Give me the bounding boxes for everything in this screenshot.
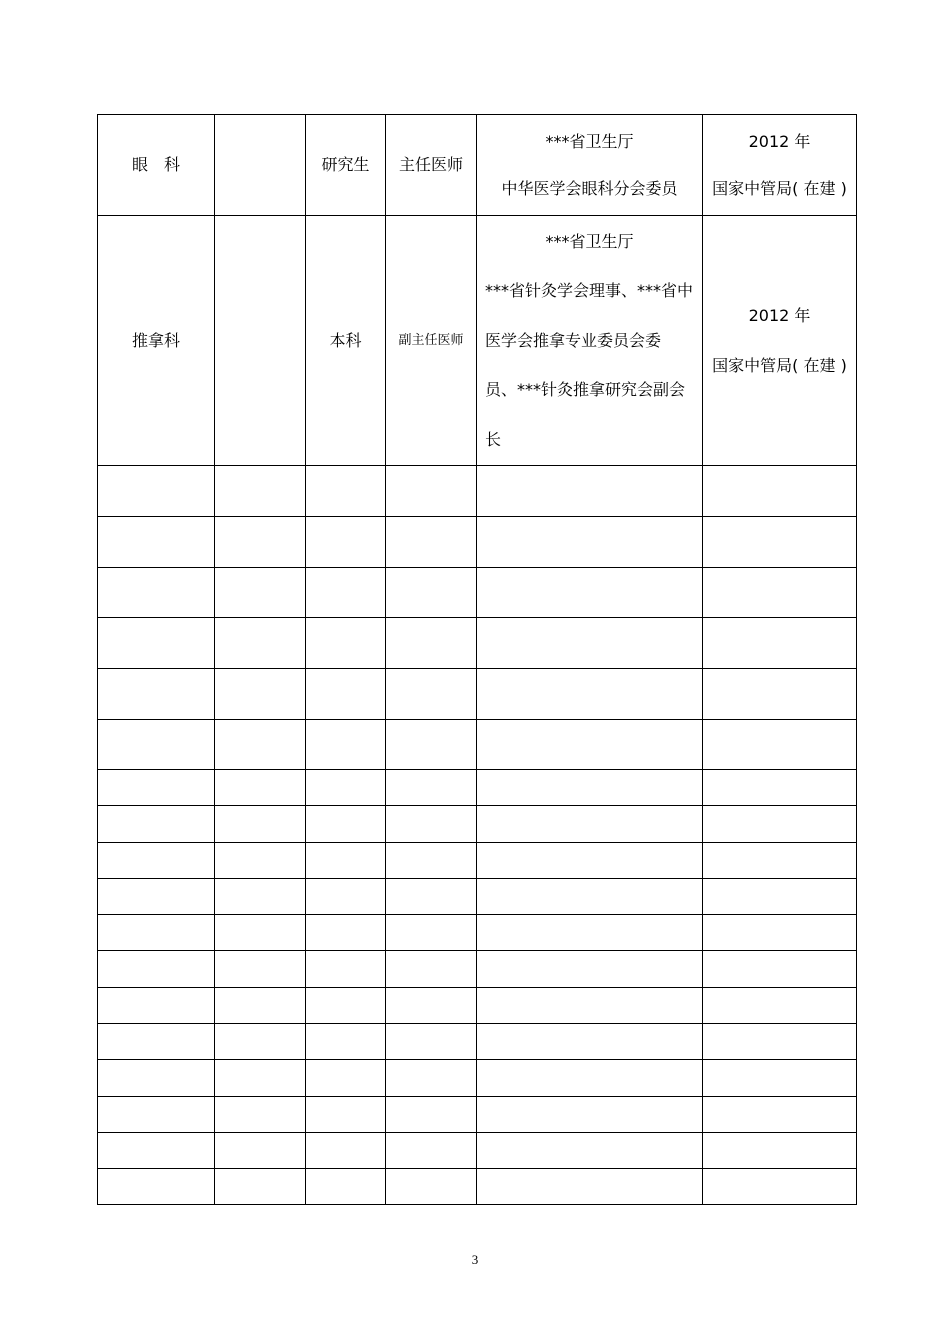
empty-cell: [477, 879, 703, 915]
empty-cell: [98, 517, 215, 568]
empty-cell: [703, 806, 857, 843]
empty-cell: [306, 951, 386, 988]
empty-cell: [703, 618, 857, 669]
empty-cell: [306, 1169, 386, 1205]
empty-cell: [703, 720, 857, 770]
empty-cell: [98, 1060, 215, 1097]
empty-cell: [215, 770, 306, 806]
empty-cell: [98, 568, 215, 618]
table-row: [98, 115, 857, 216]
table-row: [98, 806, 857, 843]
empty-cell: [306, 843, 386, 879]
blank-cell: [215, 216, 306, 466]
table-row: [98, 1024, 857, 1060]
empty-cell: [215, 618, 306, 669]
empty-cell: [306, 915, 386, 951]
year-line: 2012 年: [748, 132, 811, 151]
empty-cell: [98, 843, 215, 879]
empty-cell: [98, 669, 215, 720]
empty-cell: [703, 770, 857, 806]
year-line: 国家中管局( 在建 ): [712, 355, 847, 375]
table-row: [98, 879, 857, 915]
table-row: [98, 216, 857, 466]
empty-cell: [477, 720, 703, 770]
empty-cell: [98, 1133, 215, 1169]
org-line: 长: [485, 429, 502, 449]
empty-cell: [703, 951, 857, 988]
org-line: ***省卫生厅: [545, 132, 634, 151]
empty-cell: [477, 1133, 703, 1169]
empty-cell: [703, 1024, 857, 1060]
empty-cell: [703, 669, 857, 720]
empty-cell: [98, 915, 215, 951]
year-line: 2012 年: [748, 305, 811, 325]
empty-cell: [703, 1133, 857, 1169]
empty-cell: [386, 770, 477, 806]
empty-cell: [477, 1060, 703, 1097]
dept-cell: 眼 科: [98, 115, 215, 216]
year-cell: [703, 115, 857, 216]
empty-cell: [98, 618, 215, 669]
empty-cell: [215, 1133, 306, 1169]
empty-cell: [306, 770, 386, 806]
empty-cell: [386, 988, 477, 1024]
title-cell: 主任医师: [386, 115, 477, 216]
empty-cell: [386, 915, 477, 951]
empty-cell: [386, 618, 477, 669]
empty-cell: [215, 915, 306, 951]
org-cell: [477, 216, 703, 466]
empty-cell: [215, 466, 306, 517]
empty-cell: [477, 1169, 703, 1205]
empty-cell: [477, 618, 703, 669]
table-row: [98, 517, 857, 568]
org-line: ***省卫生厅: [545, 231, 634, 251]
empty-cell: [477, 988, 703, 1024]
year-cell: [703, 216, 857, 466]
title-cell: 副主任医师: [386, 216, 477, 466]
empty-cell: [386, 951, 477, 988]
page-number: 3: [471, 1252, 479, 1267]
empty-cell: [386, 843, 477, 879]
empty-cell: [215, 1060, 306, 1097]
empty-cell: [98, 466, 215, 517]
table-row: [98, 669, 857, 720]
table-row: [98, 1097, 857, 1133]
empty-cell: [215, 1169, 306, 1205]
empty-cell: [703, 517, 857, 568]
empty-cell: [477, 669, 703, 720]
empty-cell: [477, 568, 703, 618]
empty-cell: [477, 806, 703, 843]
empty-cell: [215, 720, 306, 770]
table-row: [98, 951, 857, 988]
empty-cell: [306, 988, 386, 1024]
empty-cell: [306, 1097, 386, 1133]
empty-cell: [477, 1097, 703, 1133]
empty-cell: [703, 1060, 857, 1097]
empty-cell: [98, 988, 215, 1024]
empty-rows: [98, 466, 857, 1205]
org-line: ***省针灸学会理事、***省中: [485, 281, 694, 301]
table-row: [98, 770, 857, 806]
table-row: [98, 1169, 857, 1205]
empty-cell: [306, 1024, 386, 1060]
empty-cell: [215, 568, 306, 618]
empty-cell: [386, 568, 477, 618]
empty-cell: [386, 1024, 477, 1060]
empty-cell: [98, 1024, 215, 1060]
empty-cell: [477, 770, 703, 806]
empty-cell: [306, 669, 386, 720]
empty-cell: [98, 770, 215, 806]
empty-cell: [703, 466, 857, 517]
empty-cell: [98, 720, 215, 770]
org-line: 中华医学会眼科分会委员: [501, 179, 678, 198]
empty-cell: [215, 1024, 306, 1060]
empty-cell: [215, 988, 306, 1024]
empty-cell: [215, 669, 306, 720]
empty-cell: [477, 951, 703, 988]
empty-cell: [386, 517, 477, 568]
empty-cell: [703, 988, 857, 1024]
empty-cell: [703, 915, 857, 951]
empty-cell: [477, 466, 703, 517]
empty-cell: [98, 879, 215, 915]
empty-cell: [306, 466, 386, 517]
empty-cell: [477, 843, 703, 879]
empty-cell: [386, 1097, 477, 1133]
table-row: [98, 1060, 857, 1097]
empty-cell: [215, 1097, 306, 1133]
table-row: [98, 843, 857, 879]
empty-cell: [477, 1024, 703, 1060]
table-row: [98, 568, 857, 618]
table-row: [98, 466, 857, 517]
table-row: [98, 618, 857, 669]
education-cell: 本科: [306, 216, 386, 466]
education-cell: 研究生: [306, 115, 386, 216]
dept-cell: 推拿科: [98, 216, 215, 466]
empty-cell: [703, 879, 857, 915]
empty-cell: [98, 806, 215, 843]
empty-cell: [386, 879, 477, 915]
table-row: [98, 720, 857, 770]
empty-cell: [98, 1097, 215, 1133]
empty-cell: [306, 1133, 386, 1169]
empty-cell: [703, 843, 857, 879]
empty-cell: [306, 879, 386, 915]
empty-cell: [306, 806, 386, 843]
empty-cell: [215, 806, 306, 843]
empty-cell: [215, 951, 306, 988]
empty-cell: [306, 517, 386, 568]
empty-cell: [703, 568, 857, 618]
empty-cell: [98, 1169, 215, 1205]
empty-cell: [215, 879, 306, 915]
empty-cell: [215, 843, 306, 879]
empty-cell: [386, 466, 477, 517]
empty-cell: [386, 1169, 477, 1205]
org-line: 医学会推拿专业委员会委: [485, 330, 662, 350]
empty-cell: [215, 517, 306, 568]
empty-cell: [306, 618, 386, 669]
empty-cell: [386, 1133, 477, 1169]
empty-cell: [703, 1097, 857, 1133]
table-row: [98, 1133, 857, 1169]
org-line: 员、***针灸推拿研究会副会: [485, 380, 686, 400]
empty-cell: [386, 1060, 477, 1097]
empty-cell: [306, 720, 386, 770]
blank-cell: [215, 115, 306, 216]
empty-cell: [306, 1060, 386, 1097]
table-row: [98, 988, 857, 1024]
empty-cell: [386, 720, 477, 770]
empty-cell: [477, 517, 703, 568]
specialist-table: [97, 114, 857, 1205]
org-cell: [477, 115, 703, 216]
empty-cell: [306, 568, 386, 618]
empty-cell: [477, 915, 703, 951]
table-row: [98, 915, 857, 951]
year-line: 国家中管局( 在建 ): [712, 179, 847, 198]
empty-cell: [703, 1169, 857, 1205]
empty-cell: [386, 806, 477, 843]
empty-cell: [386, 669, 477, 720]
empty-cell: [98, 951, 215, 988]
